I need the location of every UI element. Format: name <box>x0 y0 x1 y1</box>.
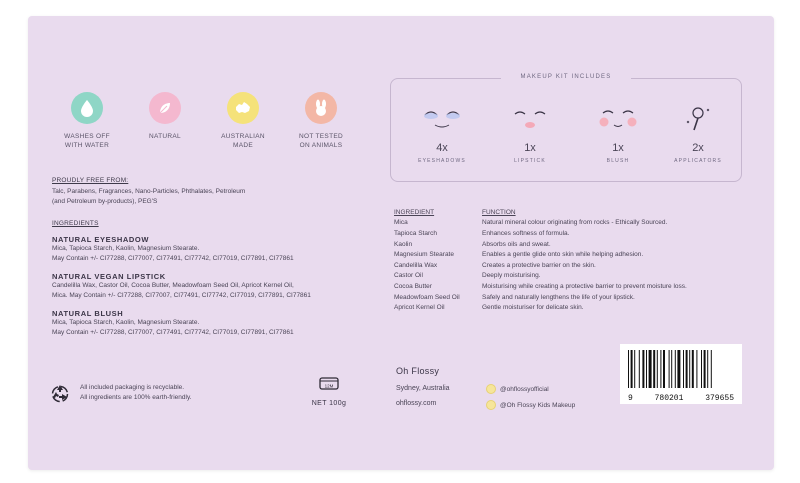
product-ingredients: May Contain +/- CI77288, CI77007, CI77491, CI77742, CI77019, CI77891, CI77861 <box>52 329 294 336</box>
cell-ingredient: Apricot Kernel Oil <box>394 304 445 312</box>
cell-ingredient: Meadowfoam Seed Oil <box>394 293 460 301</box>
ingredients-heading: INGREDIENTS <box>52 220 99 227</box>
kit-name: BLUSH <box>606 158 630 164</box>
product-name: NATURAL BLUSH <box>52 309 124 318</box>
free-from-line: Talc, Parabens, Fragrances, Nano-Particles, Phthalates, Petroleum <box>52 188 246 195</box>
product-eyeshadow <box>52 235 352 264</box>
product-ingredients: May Contain +/- CI77288, CI77007, CI77491, CI77742, CI77019, CI77891, CI77861 <box>52 255 294 262</box>
barcode <box>620 344 742 404</box>
cell-function: Deeply moisturising. <box>482 272 541 280</box>
recycle-note <box>50 383 192 403</box>
barcode-bars <box>626 350 736 388</box>
table-row <box>394 249 754 260</box>
net-weight-label: NET 100g <box>311 400 347 407</box>
product-ingredients: Mica, Tapioca Starch, Kaolin, Magnesium Stearate. <box>52 245 200 252</box>
kit-item-lipstick <box>495 105 565 164</box>
brand-website: ohflossy.com <box>396 400 437 407</box>
table-row <box>394 292 754 303</box>
free-from-line: (and Petroleum by-products), PEG'S <box>52 198 158 205</box>
kit-count: 1x <box>612 142 624 154</box>
table-row <box>394 218 754 229</box>
kit-title: MAKEUP KIT INCLUDES <box>501 74 631 80</box>
recycle-line: All ingredients are 100% earth-friendly. <box>80 394 192 401</box>
face-lipstick-icon <box>505 105 555 133</box>
kit-item-blush <box>583 105 653 164</box>
face-eyeshadow-icon <box>417 105 467 133</box>
product-ingredients: Mica. May Contain +/- CI77288, CI77007, CI77491, CI77742, CI77019, CI77891, CI77861 <box>52 292 311 299</box>
benefit-label: NATURAL <box>149 133 181 140</box>
kit-item-applicators <box>663 105 733 164</box>
benefit-australian-made <box>208 92 278 150</box>
ingredient-function-table <box>394 207 754 313</box>
ingredients-section <box>52 220 352 338</box>
recycle-icon <box>50 383 70 403</box>
face-blush-icon <box>593 105 643 133</box>
free-from-section <box>52 177 352 207</box>
product-name: NATURAL VEGAN LIPSTICK <box>52 272 166 281</box>
product-name: NATURAL EYESHADOW <box>52 235 150 244</box>
kit-count: 4x <box>436 142 448 154</box>
leaf-icon <box>149 92 181 124</box>
recycle-line: All included packaging is recyclable. <box>80 384 185 391</box>
social-row <box>486 397 575 413</box>
cell-function: Creates a protective barrier on the skin. <box>482 261 596 269</box>
barcode-digit-group: 379655 <box>705 394 734 403</box>
water-drop-icon <box>71 92 103 124</box>
header-ingredient: INGREDIENT <box>394 208 435 216</box>
benefit-cruelty-free <box>286 92 356 150</box>
cell-ingredient: Mica <box>394 219 408 227</box>
kit-count: 2x <box>692 142 704 154</box>
kit-name: EYESHADOWS <box>418 158 466 164</box>
table-header <box>394 207 754 218</box>
cell-function: Enhances softness of formula. <box>482 229 570 237</box>
cell-function: Enables a gentle glide onto skin while helping adhesion. <box>482 251 644 259</box>
bunny-icon <box>305 92 337 124</box>
cell-ingredient: Kaolin <box>394 240 413 248</box>
cell-function: Absorbs oils and sweat. <box>482 240 551 248</box>
jar-icon <box>318 375 340 391</box>
australia-map-icon <box>227 92 259 124</box>
barcode-digit-group: 9 <box>628 394 633 403</box>
table-row <box>394 260 754 271</box>
benefit-natural <box>130 92 200 141</box>
cell-function: Natural mineral colour originating from rocks - Ethically Sourced. <box>482 219 668 227</box>
cell-ingredient: Castor Oil <box>394 272 423 280</box>
net-weight <box>304 375 354 407</box>
kit-name: LIPSTICK <box>514 158 546 164</box>
cell-ingredient: Cocoa Butter <box>394 282 432 290</box>
brand-block <box>396 366 486 407</box>
cell-function: Gentle moisturiser for delicate skin. <box>482 304 584 312</box>
kit-item-eyeshadows <box>407 105 477 164</box>
cell-ingredient: Magnesium Stearate <box>394 251 454 259</box>
benefit-label: WASHES OFF WITH WATER <box>64 133 110 149</box>
brand-location: Sydney, Australia <box>396 385 450 392</box>
brand-name: Oh Flossy <box>396 366 440 376</box>
table-row <box>394 302 754 313</box>
table-row <box>394 271 754 282</box>
product-ingredients: Candelilla Wax, Castor Oil, Cocoa Butter, Meadowfoam Seed Oil, Apricot Kernel Oil, <box>52 282 294 289</box>
cell-function: Safely and naturally lengthens the life of your lipstick. <box>482 293 635 301</box>
social-row <box>486 381 575 397</box>
header-function: FUNCTION <box>482 208 516 216</box>
cell-ingredient: Tapioca Starch <box>394 229 437 237</box>
free-from-heading: PROUDLY FREE FROM: <box>52 177 129 184</box>
benefit-washes-off <box>52 92 122 150</box>
kit-name: APPLICATORS <box>674 158 722 164</box>
benefit-label: AUSTRALIAN MADE <box>221 133 265 149</box>
cell-function: Moisturising while creating a protective barrier to prevent moisture loss. <box>482 282 687 290</box>
product-lipstick <box>52 272 352 301</box>
cell-ingredient: Candelilla Wax <box>394 261 438 269</box>
kit-includes-box <box>390 74 742 182</box>
facebook-icon <box>486 400 496 410</box>
applicator-icon <box>673 105 723 133</box>
kit-count: 1x <box>524 142 536 154</box>
social-handles <box>486 381 575 413</box>
barcode-digits <box>626 394 736 403</box>
product-ingredients: Mica, Tapioca Starch, Kaolin, Magnesium Stearate. <box>52 319 200 326</box>
pao-badge: 12M <box>324 383 334 389</box>
social-handle: @ohflossyofficial <box>500 385 549 393</box>
table-row <box>394 281 754 292</box>
benefit-icons <box>52 92 352 162</box>
table-row <box>394 228 754 239</box>
social-handle: @Oh Flossy Kids Makeup <box>500 401 576 409</box>
benefit-label: NOT TESTED ON ANIMALS <box>299 133 343 149</box>
instagram-icon <box>486 384 496 394</box>
product-blush <box>52 309 352 338</box>
table-row <box>394 239 754 250</box>
barcode-digit-group: 780201 <box>654 394 684 403</box>
